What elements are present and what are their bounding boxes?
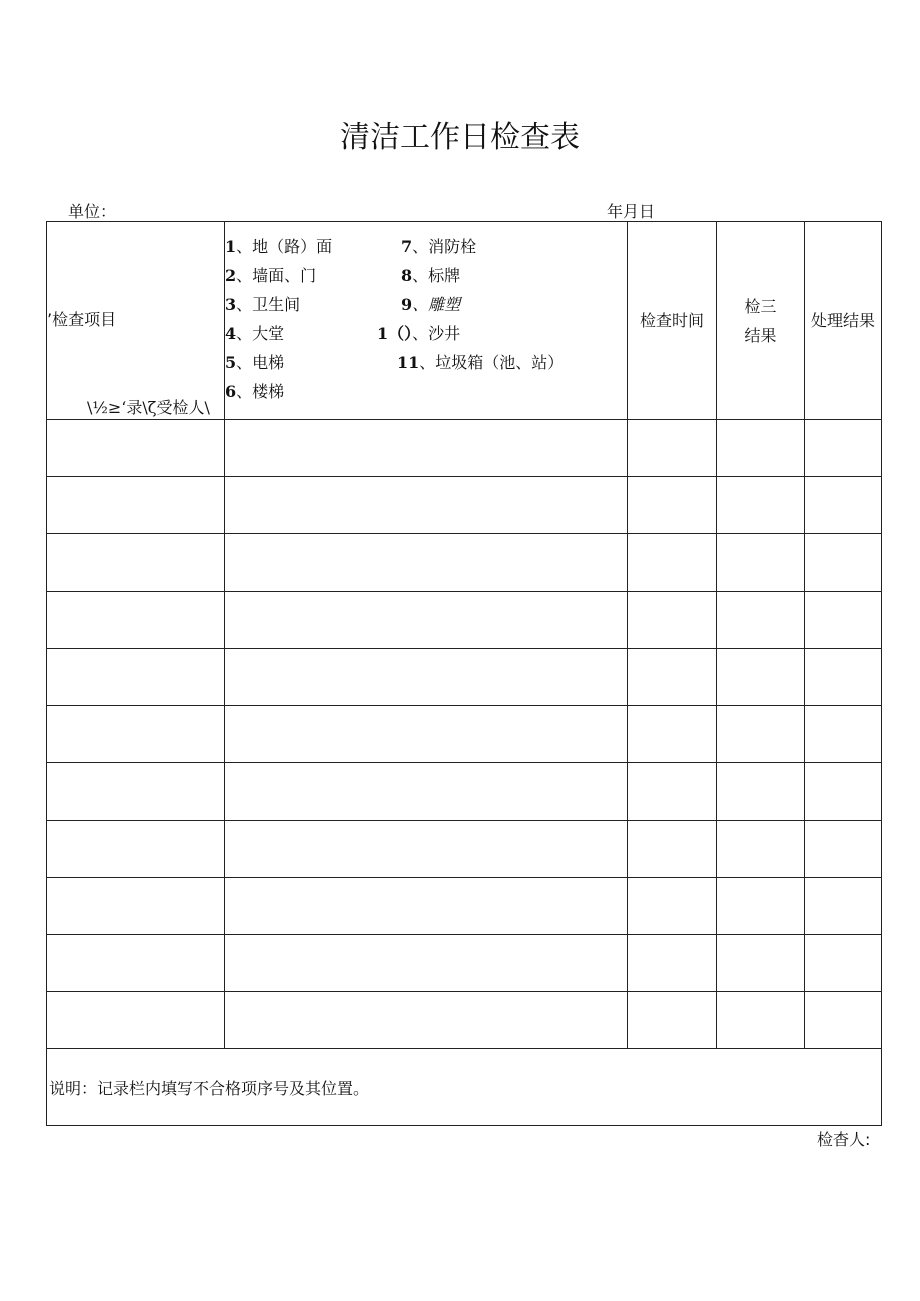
row-divider [47,705,881,706]
row-divider [47,591,881,592]
checklist-item: 11、垃圾箱（池、站） [397,353,564,372]
header-item-sublabel: \½≥‘录\ζ受检人\ [87,398,210,417]
checklist-item: 7、消防栓 [401,237,477,256]
header-result-label [717,292,804,350]
row-divider [47,533,881,534]
checklist-item: 8、标牌 [401,266,461,285]
col-divider [627,222,628,1048]
row-divider [47,820,881,821]
row-divider [47,991,881,992]
date-label: 年月日 [607,202,656,221]
note-text: 说明：记录栏内填写不合格项序号及其位置。 [49,1079,370,1098]
row-divider [47,877,881,878]
checklist-item: 3、卫生间 [225,295,301,314]
header-handle-label: 处理结果 [810,311,875,330]
row-divider [47,762,881,763]
checklist-item: 9、雕塑 [401,295,461,314]
header-item-label: ’检查项目 [47,310,117,329]
checklist-item: 1、地（路）面 [225,237,333,256]
checklist-item: 4、大堂 [225,324,285,343]
row-divider [47,476,881,477]
col-divider [224,222,225,1048]
unit-label: 单位： [68,202,117,221]
checklist-item: 1（）、沙井 [377,324,461,343]
row-divider [47,648,881,649]
checklist-item: 5、电梯 [225,353,285,372]
header-result-line1: 检三 [744,297,777,316]
inspection-table [46,221,882,1126]
col-divider [804,222,805,1048]
checklist-item: 2、墙面、门 [225,266,317,285]
row-divider [47,934,881,935]
row-divider [47,419,881,420]
header-result-line2: 结果 [744,326,777,345]
inspector-label: 检杳人: [817,1130,871,1149]
checklist-item: 6、楼梯 [225,382,285,401]
header-time-label: 检查时间 [639,311,704,330]
row-divider [47,1048,881,1049]
page-title: 清洁工作日检查表 [340,120,580,155]
